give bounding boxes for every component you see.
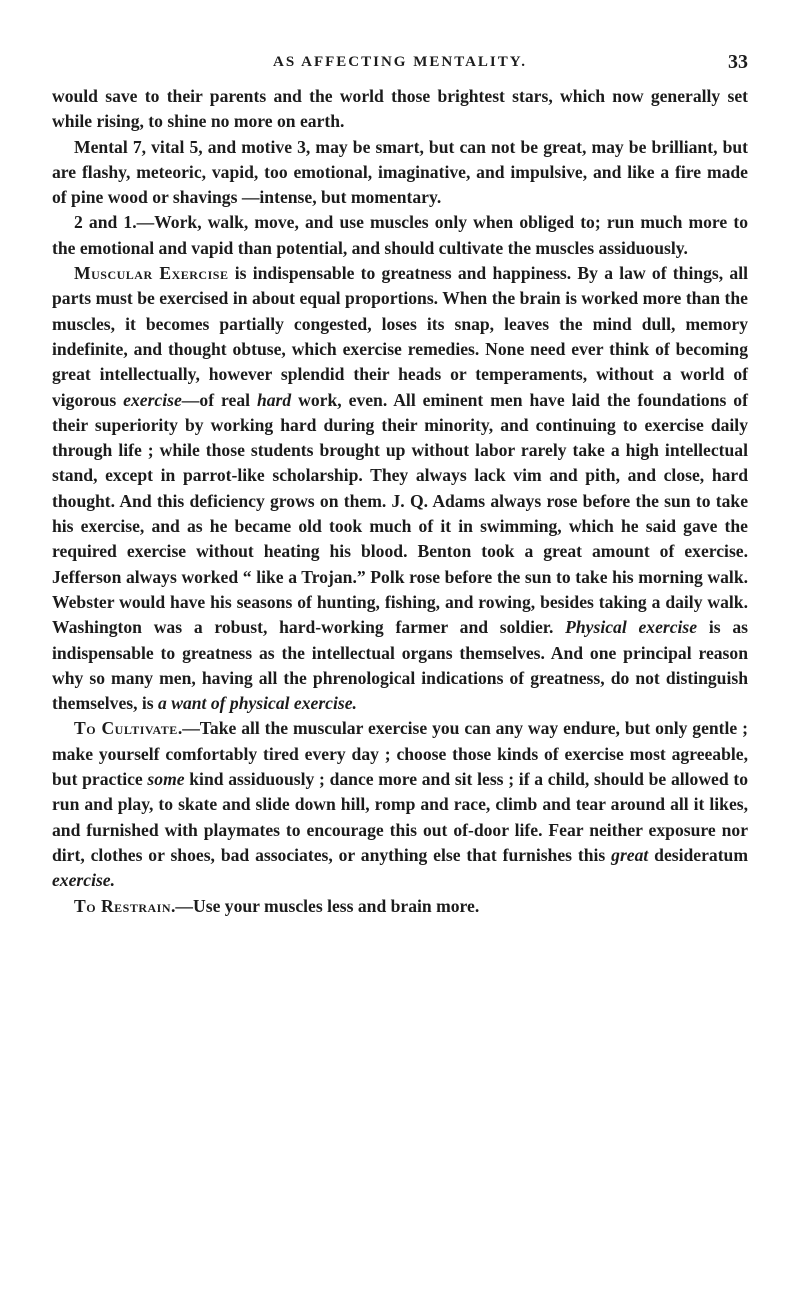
text-run: desideratum [648, 844, 748, 865]
italic-text: some [147, 769, 185, 790]
paragraph [52, 210, 748, 261]
text-run: —of real [181, 389, 257, 410]
section-heading: Muscular Exercise [74, 263, 229, 284]
italic-text: exercise [123, 389, 182, 410]
italic-text: exercise. [52, 870, 116, 891]
text-run: would save to their parents and the world those brightest stars, which now generally set while rising, to shine no more on earth. [52, 86, 748, 132]
text-run: work, even. All eminent men have laid the foundations of their superiority by working hard during their minority, and continuing to exercise daily through life ; while those students brought up without labor rarely take a high intellectual stand, except in parrot-like scholarship. They always lack vim and pith, and close, hard thought. And this deficiency grows on them. J. Q. Adams always rose before the sun to take his exercise, and as he became old took much of it in swimming, which he said gave the required exercise without heating his blood. Benton took a great amount of exercise. Jefferson always worked “ like a Trojan.” Polk rose before the sun to take his morning walk. Webster would have his seasons of hunting, fishing, and rowing, besides taking a daily walk. Washington was a robust, hard-working farmer and soldier. [52, 389, 748, 638]
page-number: 33 [728, 51, 748, 73]
paragraph [52, 261, 748, 716]
paragraph [52, 894, 748, 919]
italic-text: Physical exercise [565, 617, 698, 638]
text-run: is indispensable to greatness and happiness. By a law of things, all parts must be exercised in about equal proportions. When the brain is worked more than the muscles, it becomes partially congested, loses its snap, leaves the mind dull, memory indefinite, and thought obtuse, which exercise remedies. None need ever think of becoming great intellectually, however splendid their heads or temperaments, without a world of vigorous [52, 263, 748, 410]
text-run: 2 and 1.—Work, walk, move, and use muscles only when obliged to; run much more to the emotional and vapid than potential, and should cultivate the muscles assiduously. [52, 212, 748, 258]
italic-text: hard [256, 389, 292, 410]
italic-text: great [611, 844, 649, 865]
body-text [52, 84, 748, 919]
section-heading: To Restrain [74, 895, 172, 916]
running-title: AS AFFECTING MENTALITY. [273, 54, 527, 70]
text-run: is as indispensable to greatness as the intellectual organs themselves. And one principal reason why so many men, having all the phrenological indications of greatness, do not distinguish themselves, is [52, 617, 748, 714]
text-run: .—Use your muscles less and brain more. [171, 895, 480, 916]
text-run: kind assiduously ; dance more and sit less ; if a child, should be allowed to run and play, to skate and slide down hill, romp and race, climb and tear around all it likes, and furnished with playmates to encourage this out of-door life. Fear neither exposure nor dirt, clothes or shoes, bad associates, or anything else that furnishes this [52, 769, 748, 865]
text-run: Mental 7, vital 5, and motive 3, may be smart, but can not be great, may be brilliant, but are flashy, meteoric, vapid, too emotional, imaginative, and impulsive, and like a fire made of pine wood or shavings —intense, but momentary. [52, 136, 748, 208]
paragraph [52, 716, 748, 893]
paragraph [52, 135, 748, 211]
paragraph [52, 84, 748, 135]
italic-text: a want of physical exercise. [158, 693, 357, 714]
running-head [52, 40, 748, 84]
text-run: .—Take all the muscular exercise you can any way endure, but only gentle ; make yourself comfortably tired every day ; choose those kinds of exercise most agreeable, but practice [52, 718, 748, 790]
section-heading: To Cultivate [74, 718, 178, 739]
